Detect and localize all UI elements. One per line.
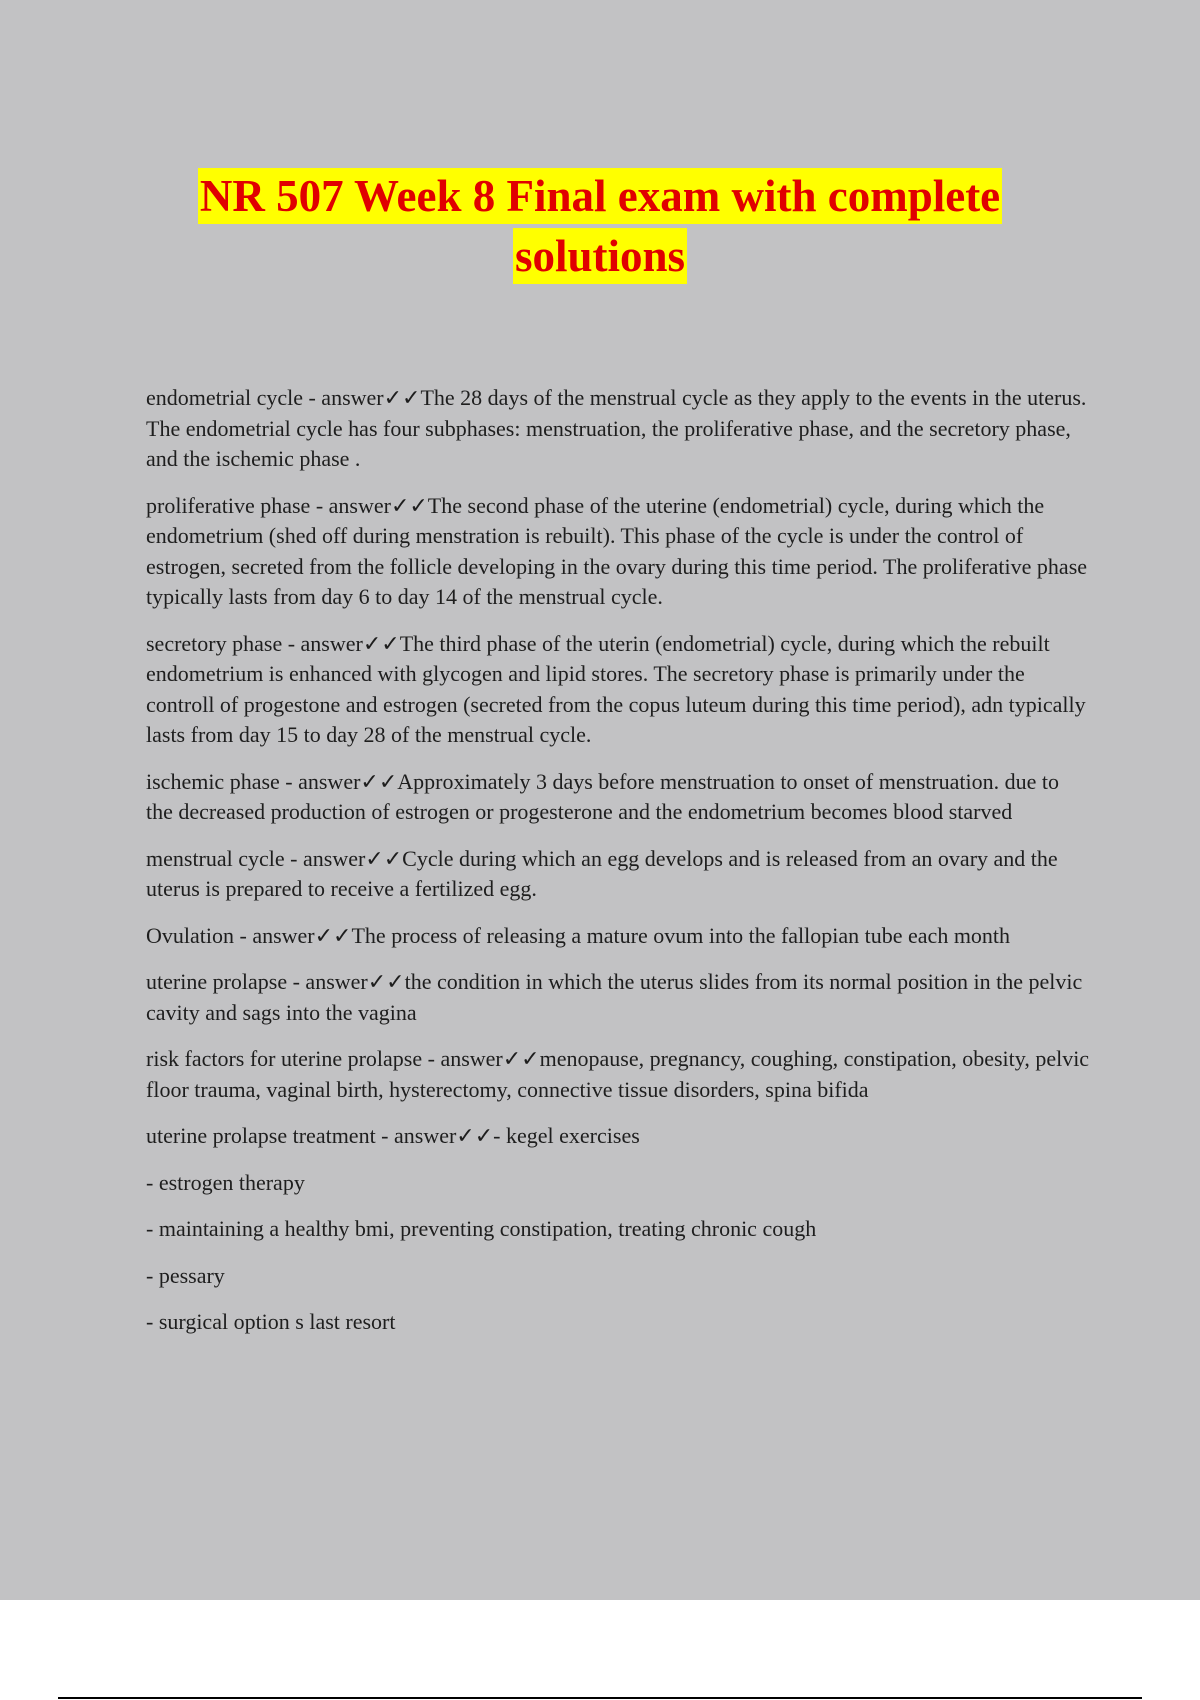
bottom-divider <box>58 1697 1142 1699</box>
document-body <box>146 383 1091 1354</box>
entry-secretory-phase: secretory phase - answer✓✓The third phase of the uterin (endometrial) cycle, during which the rebuilt endometrium is enhanced with glycogen and lipid stores. The secretory phase is primarily under the controll of progestone and estrogen (secreted from the copus luteum during this time period), adn typically lasts from day 15 to day 28 of the menstrual cycle. <box>146 630 1086 747</box>
entry-ischemic-phase: ischemic phase - answer✓✓Approximately 3 days before menstruation to onset of menstruation. due to the decreased production of estrogen or progesterone and the endometrium becomes blood starved <box>146 768 1059 824</box>
document-title <box>0 168 1200 288</box>
entry-ovulation: Ovulation - answer✓✓The process of releasing a mature ovum into the fallopian tube each month <box>146 922 1011 948</box>
entry-menstrual-cycle: menstrual cycle - answer✓✓Cycle during which an egg develops and is released from an ovary and the uterus is prepared to receive a fertilized egg. <box>146 845 1058 901</box>
entry-uterine-prolapse: uterine prolapse - answer✓✓the condition in which the uterus slides from its normal position in the pelvic cavity and sags into the vagina <box>146 969 1083 1025</box>
bullet-surgical-option: - surgical option s last resort <box>146 1309 396 1334</box>
entry-endometrial-cycle: endometrial cycle - answer✓✓The 28 days of the menstrual cycle as they apply to the events in the uterus. The endometrial cycle has four subphases: menstruation, the proliferative phase, and the secretory phase, and the ischemic phase . <box>146 385 1087 471</box>
entry-proliferative-phase: proliferative phase - answer✓✓The second phase of the uterine (endometrial) cycle, during which the endometrium (shed off during menstration is rebuilt). This phase of the cycle is under the control of estrogen, secreted from the follicle developing in the ovary during this time period. The proliferative phase typically lasts from day 6 to day 14 of the menstrual cycle. <box>146 492 1088 609</box>
bullet-healthy-bmi: - maintaining a healthy bmi, preventing constipation, treating chronic cough <box>146 1216 817 1241</box>
title-line-2: solutions <box>513 228 687 284</box>
bullet-pessary: - pessary <box>146 1262 225 1288</box>
bullet-estrogen-therapy: - estrogen therapy <box>146 1169 305 1195</box>
title-line-1: NR 507 Week 8 Final exam with complete <box>198 168 1002 224</box>
entry-risk-factors: risk factors for uterine prolapse - answer✓✓menopause, pregnancy, coughing, constipation, obesity, pelvic floor trauma, vaginal birth, hysterectomy, connective tissue disorders, spina bifida <box>146 1046 1090 1102</box>
entry-prolapse-treatment: uterine prolapse treatment - answer✓✓- kegel exercises <box>146 1123 640 1148</box>
